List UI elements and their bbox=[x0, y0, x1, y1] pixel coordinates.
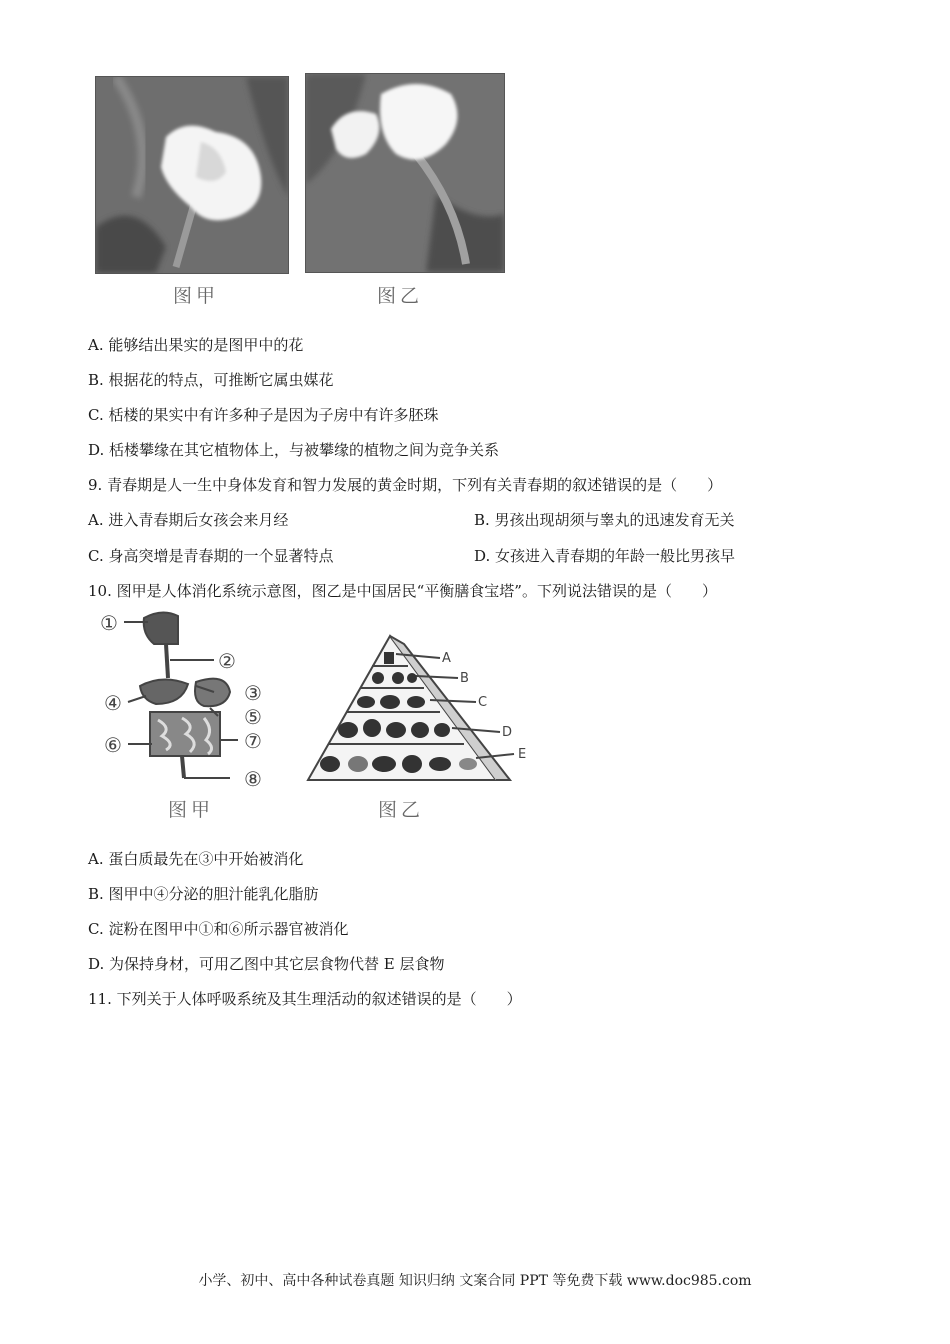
q10-option-c: C. 淀粉在图甲中①和⑥所示器官被消化 bbox=[88, 920, 349, 938]
pyramid-label-d: D bbox=[502, 725, 513, 740]
esophagus-shape bbox=[166, 644, 168, 678]
rectum-shape bbox=[182, 756, 184, 778]
q9-option-b: B. 男孩出现胡须与睾丸的迅速发育无关 bbox=[474, 511, 735, 529]
pyramid-label-a: A bbox=[442, 651, 451, 666]
pyramid-label-b: B bbox=[460, 671, 469, 686]
q9-stem: 9. 青春期是人一生中身体发育和智力发展的黄金时期，下列有关青春期的叙述错误的是（ ） bbox=[88, 476, 723, 494]
pyramid-food-c bbox=[357, 696, 375, 708]
digestive-label-5: ⑤ bbox=[244, 705, 262, 729]
digestive-label-3: ③ bbox=[244, 681, 262, 705]
digestive-label-7: ⑦ bbox=[244, 729, 262, 753]
figure-caption-left: 图甲 bbox=[173, 285, 220, 307]
figure-caption-right: 图乙 bbox=[377, 285, 424, 307]
q10-option-d: D. 为保持身材，可用乙图中其它层食物代替 E 层食物 bbox=[88, 955, 445, 973]
pyramid-food-b bbox=[372, 672, 384, 684]
liver-shape bbox=[140, 679, 188, 704]
q9-option-a: A. 进入青春期后女孩会来月经 bbox=[88, 511, 289, 529]
digestive-label-8: ⑧ bbox=[244, 767, 262, 788]
pyramid-food-d bbox=[338, 722, 358, 738]
flower-photo-right-image bbox=[306, 74, 504, 272]
q10-option-a: A. 蛋白质最先在③中开始被消化 bbox=[88, 850, 304, 868]
food-pyramid-diagram bbox=[300, 630, 540, 790]
flower-photo-left bbox=[95, 76, 289, 274]
pyramid-label-e: E bbox=[518, 747, 527, 762]
q10-figure-caption-left: 图甲 bbox=[168, 799, 215, 821]
digestive-label-2: ② bbox=[218, 649, 236, 673]
digestive-system-diagram bbox=[92, 608, 282, 788]
pyramid-food-a bbox=[384, 652, 394, 664]
head-shape bbox=[144, 612, 178, 644]
q8-option-d: D. 栝楼攀缘在其它植物体上，与被攀缘的植物之间为竞争关系 bbox=[88, 441, 500, 459]
q10-stem: 10. 图甲是人体消化系统示意图，图乙是中国居民“平衡膳食宝塔”。下列说法错误的是（ ） bbox=[88, 582, 717, 600]
q8-option-a: A. 能够结出果实的是图甲中的花 bbox=[88, 336, 304, 354]
q8-option-b: B. 根据花的特点，可推断它属虫媒花 bbox=[88, 371, 334, 389]
q10-option-b: B. 图甲中④分泌的胆汁能乳化脂肪 bbox=[88, 885, 319, 903]
q8-option-c: C. 栝楼的果实中有许多种子是因为子房中有许多胚珠 bbox=[88, 406, 439, 424]
digestive-label-6: ⑥ bbox=[104, 733, 122, 757]
flower-photo-left-image bbox=[96, 77, 288, 273]
page-footer: 小学、初中、高中各种试卷真题 知识归纳 文案合同 PPT 等免费下载 www.doc985.com bbox=[198, 1273, 752, 1289]
flower-photo-right bbox=[305, 73, 505, 273]
q11-stem: 11. 下列关于人体呼吸系统及其生理活动的叙述错误的是（ ） bbox=[88, 990, 522, 1008]
q9-option-d: D. 女孩进入青春期的年龄一般比男孩早 bbox=[474, 547, 736, 565]
pyramid-food-e bbox=[320, 756, 340, 772]
digestive-label-4: ④ bbox=[104, 691, 122, 715]
digestive-label-1: ① bbox=[100, 611, 118, 635]
q9-option-c: C. 身高突增是青春期的一个显著特点 bbox=[88, 547, 334, 565]
pyramid-label-c: C bbox=[478, 695, 488, 710]
q10-figure-caption-right: 图乙 bbox=[378, 799, 425, 821]
